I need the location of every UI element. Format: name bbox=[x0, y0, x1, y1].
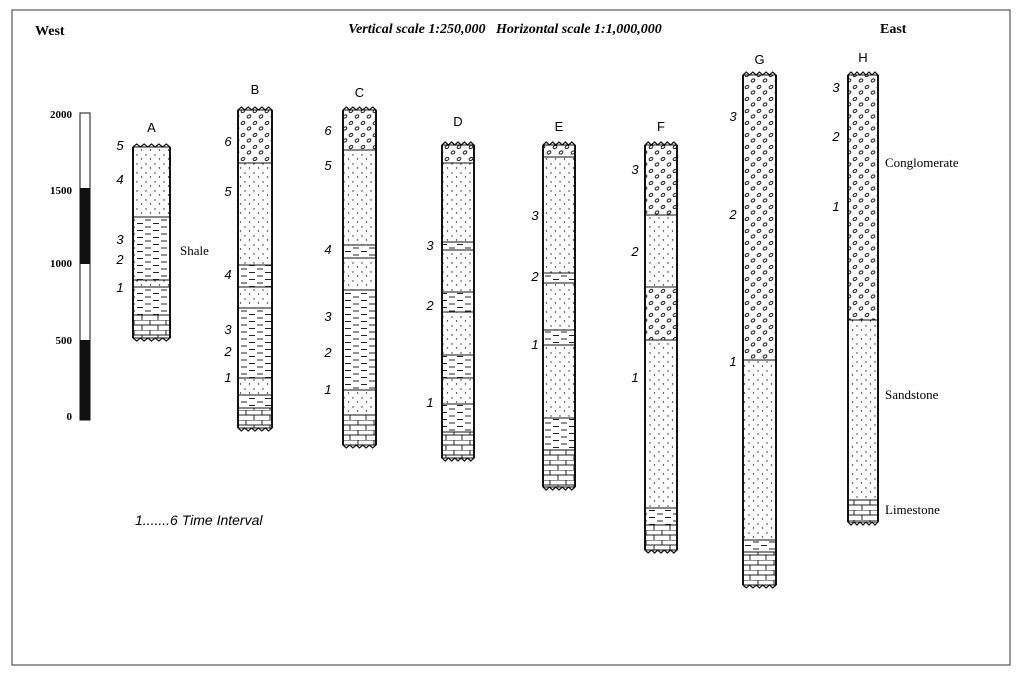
column-f bbox=[630, 119, 677, 553]
column-h bbox=[831, 50, 878, 525]
layer-conglomerate bbox=[343, 110, 376, 150]
scale-caption: Vertical scale 1:250,000 Horizontal scale 1:1,000,000 bbox=[348, 22, 662, 37]
time-interval-label: 2 bbox=[224, 344, 232, 359]
column-name: F bbox=[657, 119, 665, 134]
time-interval-label: 2 bbox=[426, 298, 434, 313]
column-e bbox=[530, 119, 575, 490]
limestone-label: Limestone bbox=[885, 502, 940, 517]
layer-shale bbox=[238, 265, 272, 287]
time-interval-label: 2 bbox=[631, 244, 639, 259]
column-name: D bbox=[453, 114, 463, 129]
scale-tick-2000: 2000 bbox=[50, 109, 72, 121]
layer-limestone bbox=[442, 432, 474, 458]
layer-shale bbox=[238, 395, 272, 408]
east-label: East bbox=[880, 22, 907, 37]
layer-limestone bbox=[343, 415, 376, 445]
layer-conglomerate bbox=[442, 145, 474, 163]
layer-sand bbox=[442, 250, 474, 292]
column-a bbox=[115, 120, 170, 341]
time-interval-label: 1 bbox=[729, 354, 737, 369]
column-b bbox=[223, 82, 272, 431]
layer-conglomerate bbox=[543, 145, 575, 157]
time-interval-label: 4 bbox=[224, 267, 232, 282]
column-d bbox=[425, 114, 474, 461]
scale-bar-black-segment bbox=[80, 188, 90, 264]
layer-conglomerate bbox=[743, 75, 776, 360]
time-interval-legend: 1.......6 Time Interval bbox=[135, 512, 263, 528]
scale-tick-1000: 1000 bbox=[50, 258, 72, 270]
time-interval-label: 1 bbox=[631, 370, 639, 385]
layer-sand bbox=[442, 163, 474, 242]
time-interval-label: 3 bbox=[531, 208, 539, 223]
layer-limestone bbox=[743, 552, 776, 585]
layer-sand bbox=[848, 320, 878, 500]
layer-shale bbox=[343, 245, 376, 258]
column-name: B bbox=[250, 82, 260, 97]
layer-sand bbox=[645, 340, 677, 508]
time-interval-label: 5 bbox=[224, 184, 232, 199]
time-interval-label: 3 bbox=[224, 322, 232, 337]
layer-shale bbox=[543, 273, 575, 283]
time-interval-label: 4 bbox=[324, 242, 332, 257]
scale-tick-0: 0 bbox=[66, 411, 72, 423]
layer-conglomerate bbox=[645, 287, 677, 340]
layer-shale bbox=[442, 404, 474, 432]
layer-shale bbox=[133, 217, 170, 280]
conglomerate-label: Conglomerate bbox=[885, 155, 959, 170]
layer-sand bbox=[645, 215, 677, 287]
time-interval-label: 2 bbox=[531, 269, 539, 284]
time-interval-label: 1 bbox=[832, 199, 840, 214]
time-interval-label: 3 bbox=[426, 238, 434, 253]
time-interval-label: 3 bbox=[324, 309, 332, 324]
layer-sand bbox=[743, 360, 776, 540]
layer-sand bbox=[133, 147, 170, 217]
layer-sand bbox=[133, 280, 170, 287]
column-name: E bbox=[554, 119, 564, 134]
time-interval-label: 3 bbox=[729, 109, 737, 124]
time-interval-label: 4 bbox=[116, 172, 124, 187]
layer-shale bbox=[442, 355, 474, 378]
stratigraphic-columns bbox=[115, 50, 878, 588]
layer-sand bbox=[543, 283, 575, 330]
layer-sand bbox=[343, 150, 376, 245]
layer-limestone bbox=[543, 450, 575, 487]
scale-tick-1500: 1500 bbox=[50, 185, 72, 197]
scale-bar-black-segment bbox=[80, 340, 90, 420]
time-interval-label: 1 bbox=[531, 337, 539, 352]
time-interval-label: 1 bbox=[116, 280, 124, 295]
layer-sand bbox=[543, 157, 575, 273]
time-interval-label: 3 bbox=[832, 80, 840, 95]
layer-shale bbox=[442, 242, 474, 250]
layer-sand bbox=[238, 287, 272, 308]
layer-sand bbox=[543, 345, 575, 418]
layer-conglomerate bbox=[238, 110, 272, 163]
layer-shale bbox=[343, 290, 376, 390]
layer-sand bbox=[442, 378, 474, 404]
layer-shale bbox=[442, 292, 474, 312]
layer-limestone bbox=[133, 315, 170, 338]
column-name: G bbox=[754, 52, 765, 67]
layer-limestone bbox=[238, 408, 272, 428]
time-interval-label: 3 bbox=[116, 232, 124, 247]
time-interval-label: 1 bbox=[224, 370, 232, 385]
layer-shale bbox=[743, 540, 776, 552]
scale-tick-500: 500 bbox=[55, 335, 72, 347]
time-interval-label: 2 bbox=[729, 207, 737, 222]
time-interval-label: 2 bbox=[116, 252, 124, 267]
column-name: H bbox=[858, 50, 868, 65]
column-c bbox=[323, 85, 376, 448]
layer-conglomerate bbox=[848, 75, 878, 320]
layer-sand bbox=[343, 390, 376, 415]
vertical-scale-bar bbox=[50, 109, 90, 423]
column-name: A bbox=[147, 120, 156, 135]
time-interval-label: 1 bbox=[426, 395, 434, 410]
layer-limestone bbox=[645, 525, 677, 550]
time-interval-label: 6 bbox=[324, 123, 332, 138]
layer-shale bbox=[238, 308, 272, 378]
layer-sand bbox=[238, 378, 272, 395]
time-interval-label: 2 bbox=[324, 345, 332, 360]
shale-label: Shale bbox=[180, 243, 209, 258]
west-label: West bbox=[35, 24, 65, 39]
layer-shale bbox=[543, 418, 575, 450]
layer-sand bbox=[238, 163, 272, 265]
layer-shale bbox=[645, 508, 677, 525]
layer-sand bbox=[442, 312, 474, 355]
time-interval-label: 1 bbox=[324, 382, 332, 397]
layer-conglomerate bbox=[645, 145, 677, 215]
time-interval-label: 5 bbox=[116, 138, 124, 153]
column-g bbox=[728, 52, 776, 588]
time-interval-label: 6 bbox=[224, 134, 232, 149]
time-interval-label: 5 bbox=[324, 158, 332, 173]
time-interval-label: 2 bbox=[832, 129, 840, 144]
column-name: C bbox=[354, 85, 365, 100]
layer-sand bbox=[343, 258, 376, 290]
time-interval-label: 3 bbox=[631, 162, 639, 177]
layer-shale bbox=[133, 287, 170, 315]
layer-limestone bbox=[848, 500, 878, 522]
sandstone-label: Sandstone bbox=[885, 387, 939, 402]
layer-shale bbox=[543, 330, 575, 345]
